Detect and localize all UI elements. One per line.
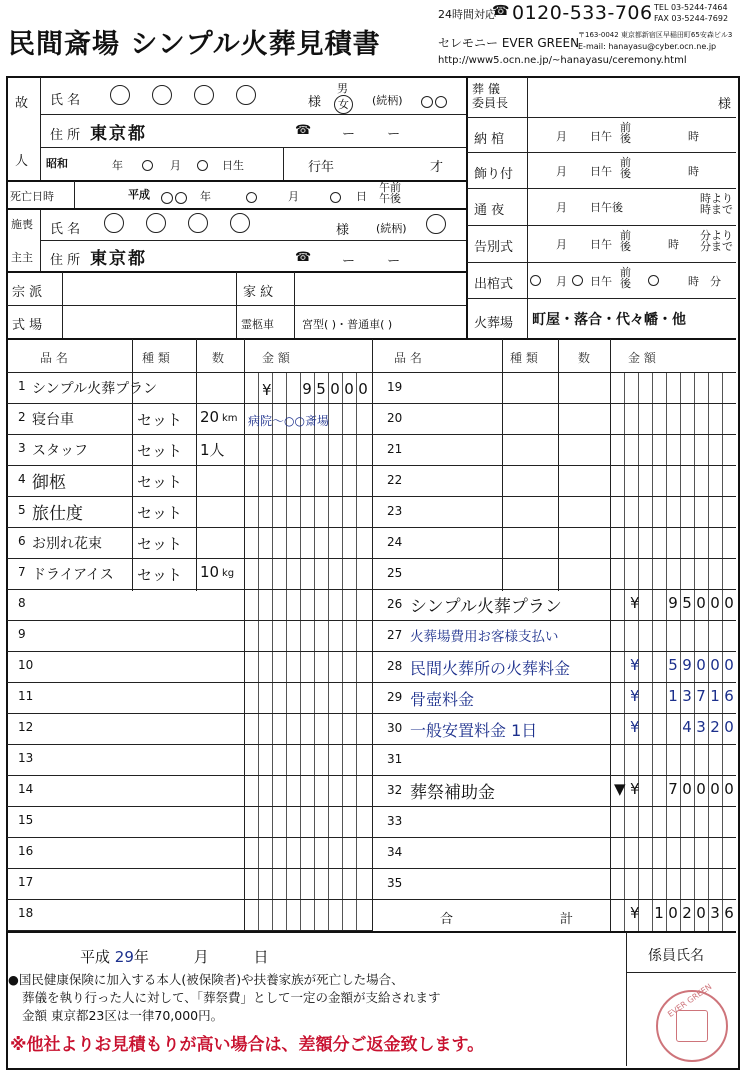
row-number: 4 — [18, 472, 26, 486]
row-number: 15 — [18, 813, 34, 827]
schedule-label: 通 夜 — [474, 203, 505, 218]
item-type: セット — [137, 535, 183, 553]
yen-sign: ¥ — [630, 594, 640, 612]
death-month-unit: 月 — [288, 190, 299, 203]
table-row-line — [373, 527, 736, 528]
pm-label: 午後 — [379, 192, 401, 205]
total-digit: 0 — [696, 904, 706, 922]
item-name: 寝台車 — [32, 412, 74, 428]
note-line-2: 葬儀を執り行った人に対して、「葬祭費」として一定の金額が支給されます — [22, 990, 441, 1005]
row-number: 6 — [18, 534, 26, 548]
amount-digit: 0 — [724, 656, 734, 674]
ampm-stack — [620, 122, 631, 144]
amount-grid-line — [356, 373, 357, 931]
director-label-2: 委員長 — [472, 96, 509, 110]
table-row-line — [7, 465, 372, 466]
death-datetime-label: 死亡日時 — [10, 190, 54, 203]
row-number: 18 — [18, 906, 34, 920]
item-name: シンプル火葬プラン — [410, 597, 562, 617]
chief-relation-circle — [426, 214, 446, 234]
from-label: 時より — [700, 192, 733, 205]
issue-date — [80, 946, 269, 967]
row-number: 9 — [18, 627, 26, 641]
date-month-unit: 月 — [193, 948, 209, 966]
free-dial: 0120-533-706 — [512, 2, 653, 24]
table-row-line — [7, 775, 372, 776]
pm-label: 後 — [620, 277, 631, 290]
table-row-line — [373, 434, 736, 435]
row-number: 32 — [387, 783, 403, 797]
header-amount-right: 金 額 — [628, 351, 656, 365]
amount-grid-line — [666, 373, 667, 931]
table-row-line — [7, 434, 372, 435]
circle-icon — [246, 192, 257, 203]
table-row-line — [373, 465, 736, 466]
death-ampm — [379, 182, 401, 204]
row-number: 13 — [18, 751, 34, 765]
date-day-unit: 日 — [253, 948, 269, 966]
amount-digit: 3 — [696, 718, 706, 736]
total-digit: 1 — [654, 904, 664, 922]
amount-grid-line — [680, 373, 681, 931]
table-row-line — [7, 651, 372, 652]
item-type: セット — [137, 504, 183, 522]
crest-label: 家 紋 — [243, 285, 274, 300]
row-number: 8 — [18, 596, 26, 610]
hearse-label: 霊柩車 — [241, 318, 274, 331]
website-url[interactable]: http://www5.ocn.ne.jp/~hanayasu/ceremony.html — [438, 55, 687, 66]
item-name: 骨壺料金 — [410, 690, 475, 709]
address-label: 住 所 — [50, 128, 81, 143]
item-name: 火葬場費用お客様支払い — [410, 629, 559, 645]
relation-label: (続柄) — [372, 94, 403, 107]
schedule-label: 納 棺 — [474, 132, 505, 147]
until-label: 時まで — [700, 203, 733, 216]
table-row-line — [7, 589, 372, 590]
circle-icon — [197, 160, 208, 171]
table-row-line — [7, 620, 372, 621]
table-row-line — [373, 899, 736, 900]
gender-female-circle[interactable]: 女 — [334, 95, 353, 114]
row-number: 34 — [387, 845, 403, 859]
amount-digit: 9 — [668, 594, 678, 612]
schedule-hour: 時 — [688, 165, 699, 178]
table-row-line — [373, 403, 736, 404]
table-row-line — [373, 589, 736, 590]
phone-icon: ☎ — [295, 123, 312, 138]
birth-month: 月 — [170, 159, 181, 172]
year-circle-icon — [161, 192, 173, 204]
amount-digit: 0 — [724, 594, 734, 612]
item-name: 民間火葬所の火葬料金 — [410, 659, 571, 678]
amount-digit: 0 — [710, 780, 720, 798]
schedule-day: 日午 — [590, 165, 612, 178]
death-day-unit: 日 — [356, 190, 367, 203]
name-circle-2 — [152, 85, 172, 105]
row1-amount-digit: 0 — [344, 380, 354, 398]
page-title: 民間斎場 シンプル火葬見積書 — [8, 29, 381, 60]
birth-year: 年 — [112, 159, 123, 172]
table-row-line — [7, 744, 372, 745]
refund-notice: ※他社よりお見積もりが高い場合は、差額分ご返金致します。 — [10, 1035, 485, 1055]
row-number: 23 — [387, 504, 403, 518]
row2-route-note: 病院〜○○斎場 — [248, 414, 329, 428]
header-item-name: 品 名 — [40, 351, 68, 365]
amount-grid-line — [722, 373, 723, 931]
amount-digit: 0 — [710, 594, 720, 612]
address-value: 東京都 — [90, 124, 147, 144]
amount-digit: 5 — [668, 656, 678, 674]
amount-digit: 0 — [710, 656, 720, 674]
row1-amount-digit: 0 — [330, 380, 340, 398]
row-number: 16 — [18, 844, 34, 858]
death-year-unit: 年 — [200, 190, 211, 203]
row-number: 1 — [18, 379, 26, 393]
row-number: 30 — [387, 721, 403, 735]
crematorium-value: 町屋・落合・代々幡・他 — [532, 312, 686, 328]
phone-dash: ー ー — [342, 127, 415, 142]
tel-number: TEL 03-5244-7464 — [654, 3, 728, 12]
amount-grid-line — [286, 373, 287, 931]
table-row-line — [7, 403, 372, 404]
age-unit: 才 — [430, 160, 444, 175]
item-name: スタッフ — [32, 443, 88, 459]
row1-amount-digit: 9 — [302, 380, 312, 398]
header-type-right: 種 類 — [510, 351, 538, 365]
amount-digit: 0 — [682, 780, 692, 798]
table-row-line — [373, 682, 736, 683]
row-number: 35 — [387, 876, 403, 890]
table-row-line — [373, 775, 736, 776]
item-name: シンプル火葬プラン — [32, 381, 158, 397]
schedule-month: 月 — [556, 165, 567, 178]
row-number: 28 — [387, 659, 403, 673]
hearse-options: 宮型( )・普通車( ) — [302, 318, 393, 331]
chief-name-label: 氏 名 — [50, 222, 81, 237]
item-name: 一般安置料金 1日 — [410, 721, 538, 740]
row-number: 26 — [387, 597, 403, 611]
row-number: 31 — [387, 752, 403, 766]
item-name: お別れ花束 — [32, 536, 102, 552]
phone-icon: ☎ — [492, 3, 510, 19]
chief-label-1: 施喪 — [11, 218, 33, 231]
company-seal: EVER GREEN — [656, 990, 728, 1062]
staff-name-label: 係員氏名 — [648, 948, 704, 964]
ampm-stack — [620, 267, 631, 289]
item-qty: 1人 — [200, 441, 225, 459]
item-qty: 20 — [200, 408, 220, 426]
amount-grid-line — [300, 373, 301, 931]
name-circle-4 — [236, 85, 256, 105]
header-qty: 数 — [212, 351, 225, 365]
amount-digit: 7 — [668, 780, 678, 798]
table-row-line — [7, 558, 372, 559]
row-number: 22 — [387, 473, 403, 487]
note-line-3: 金額 東京都23区は一律70,000円。 — [22, 1008, 224, 1023]
row-number: 14 — [18, 782, 34, 796]
year-circle-icon — [175, 192, 187, 204]
row-number: 19 — [387, 380, 403, 394]
schedule-day: 日午後 — [590, 201, 623, 214]
yen-sign: ¥ — [630, 904, 640, 922]
chief-address-value: 東京都 — [90, 249, 147, 269]
am-label: 前 — [620, 266, 631, 279]
note-line-1: ●国民健康保険に加入する本人(被保険者)や扶養家族が死亡した場合、 — [8, 972, 404, 987]
total-digit: 0 — [668, 904, 678, 922]
circle-icon — [330, 192, 341, 203]
director-sama: 様 — [718, 97, 732, 112]
from-label: 分より — [700, 229, 733, 242]
relation-circle-icon — [435, 96, 447, 108]
row-number: 27 — [387, 628, 403, 642]
schedule-minute: 分 — [710, 275, 721, 288]
sama-label: 様 — [308, 95, 322, 110]
table-row-line — [373, 837, 736, 838]
ampm-stack — [620, 157, 631, 179]
chief-phone-dash: ー ー — [342, 254, 415, 269]
date-year-unit: 年 — [133, 948, 149, 966]
chief-label-2: 主主 — [11, 251, 33, 264]
deceased-label-2: 人 — [15, 154, 29, 169]
company-address: 〒163-0042 東京都新宿区早稲田町65安森ビル3 — [578, 31, 733, 39]
amount-digit: 1 — [668, 687, 678, 705]
amount-digit: 7 — [696, 687, 706, 705]
item-name: 葬祭補助金 — [410, 783, 495, 803]
amount-digit: 1 — [710, 687, 720, 705]
amount-digit: 6 — [724, 687, 734, 705]
header-item-name-right: 品 名 — [394, 351, 422, 365]
row-number: 2 — [18, 410, 26, 424]
fax-number: FAX 03-5244-7692 — [654, 14, 729, 23]
yen-sign: ¥ — [630, 656, 640, 674]
row-number: 5 — [18, 503, 26, 517]
row-number: 21 — [387, 442, 403, 456]
header-type: 種 類 — [142, 351, 170, 365]
deceased-label-1: 故 — [15, 96, 29, 111]
schedule-month: 月 — [556, 238, 567, 251]
row-number: 3 — [18, 441, 26, 455]
schedule-day: 日午 — [590, 238, 612, 251]
amount-grid-line — [258, 373, 259, 931]
table-row-line — [7, 868, 372, 869]
name-circles — [110, 84, 278, 105]
name-label: 氏 名 — [50, 93, 81, 108]
until-label: 分まで — [700, 240, 733, 253]
amount-digit: 3 — [682, 687, 692, 705]
table-row-line — [373, 744, 736, 745]
item-name: ドライアイス — [32, 567, 114, 583]
amount-grid-line — [342, 373, 343, 931]
row-number: 24 — [387, 535, 403, 549]
table-row-line — [373, 713, 736, 714]
schedule-label: 出棺式 — [474, 277, 514, 292]
header-amount: 金 額 — [262, 351, 290, 365]
date-era: 平成 — [80, 948, 111, 966]
amount-digit: 5 — [682, 594, 692, 612]
chief-name-circle-1 — [104, 213, 124, 233]
header-qty-right: 数 — [578, 351, 591, 365]
item-type: セット — [137, 473, 183, 491]
table-row-line — [7, 496, 372, 497]
down-triangle-icon: ▼ — [614, 780, 626, 798]
amount-grid-line — [272, 373, 273, 931]
time-stack — [700, 193, 733, 215]
schedule-hour: 時 — [668, 238, 679, 251]
total-digit: 3 — [710, 904, 720, 922]
table-row-line — [7, 899, 372, 900]
row-number: 29 — [387, 690, 403, 704]
circle-icon — [142, 160, 153, 171]
table-row-line — [7, 527, 372, 528]
row-number: 12 — [18, 720, 34, 734]
venue-label: 式 場 — [12, 318, 43, 333]
yen-sign: ¥ — [630, 687, 640, 705]
amount-digit: 0 — [696, 594, 706, 612]
table-row-line — [7, 713, 372, 714]
schedule-day: 日午 — [590, 130, 612, 143]
amount-digit: 2 — [710, 718, 720, 736]
name-circle-3 — [194, 85, 214, 105]
table-row-line — [7, 837, 372, 838]
amount-digit: 0 — [696, 656, 706, 674]
table-row-line — [373, 868, 736, 869]
era-showa: 昭和 — [46, 157, 68, 170]
item-type: セット — [137, 411, 183, 429]
minute-stack — [700, 230, 733, 252]
table-row-line — [7, 806, 372, 807]
schedule-day: 日午 — [590, 275, 612, 288]
row1-amount-digit: 5 — [316, 380, 326, 398]
chief-name-circle-4 — [230, 213, 250, 233]
table-row-line — [7, 682, 372, 683]
amount-grid-line — [708, 373, 709, 931]
schedule-label: 飾り付 — [474, 167, 514, 182]
row-number: 10 — [18, 658, 34, 672]
amount-grid-line — [638, 373, 639, 931]
date-year: 29 — [114, 948, 134, 966]
row-number: 20 — [387, 411, 403, 425]
director-label-1: 葬 儀 — [472, 82, 500, 96]
amount-grid-line — [328, 373, 329, 931]
schedule-hour: 時 — [688, 275, 699, 288]
table-row-line — [373, 806, 736, 807]
table-row-line — [373, 620, 736, 621]
total-digit: 6 — [724, 904, 734, 922]
am-label: 午前 — [379, 181, 401, 194]
row1-yen: ¥ — [262, 381, 272, 399]
item-unit: kg — [222, 568, 235, 579]
ampm-stack — [620, 230, 631, 252]
am-label: 前 — [620, 121, 631, 134]
chief-name-circles — [104, 212, 272, 233]
amount-grid-line — [694, 373, 695, 931]
schedule-label: 告別式 — [474, 240, 514, 255]
relation-circles — [420, 91, 448, 110]
email: E-mail: hanayasu@cyber.ocn.ne.jp — [578, 42, 717, 51]
table-row-line — [373, 651, 736, 652]
amount-digit: 0 — [696, 780, 706, 798]
pm-label: 後 — [620, 240, 631, 253]
total-digit: 2 — [682, 904, 692, 922]
death-era: 平成 — [128, 188, 150, 201]
pm-label: 後 — [620, 167, 631, 180]
gender-male: 男 — [337, 82, 348, 95]
chief-name-circle-2 — [146, 213, 166, 233]
phone-icon: ☎ — [295, 250, 312, 265]
chief-relation-label: (続柄) — [376, 222, 407, 235]
sect-label: 宗 派 — [12, 285, 43, 300]
hours-label: 24時間対応 — [438, 8, 496, 21]
circle-icon — [530, 275, 541, 286]
schedule-month: 月 — [556, 130, 567, 143]
amount-grid-line — [652, 373, 653, 931]
row1-amount-digit: 0 — [358, 380, 368, 398]
row-number: 33 — [387, 814, 403, 828]
schedule-hour: 時 — [688, 130, 699, 143]
birth-day: 日生 — [222, 159, 244, 172]
item-type: セット — [137, 566, 183, 584]
row-number: 7 — [18, 565, 26, 579]
row-number: 25 — [387, 566, 403, 580]
relation-circle-icon — [421, 96, 433, 108]
circle-icon — [572, 275, 583, 286]
row-number: 11 — [18, 689, 34, 703]
name-circle-1 — [110, 85, 130, 105]
schedule-month: 月 — [556, 275, 567, 288]
company-name: セレモニー EVER GREEN — [438, 36, 580, 50]
item-type: セット — [137, 442, 183, 460]
amount-digit: 9 — [682, 656, 692, 674]
item-name: 旅仕度 — [32, 504, 83, 524]
total-label-2: 計 — [560, 912, 574, 927]
table-row-line — [373, 558, 736, 559]
amount-digit: 4 — [682, 718, 692, 736]
row-number: 17 — [18, 875, 34, 889]
death-year-circles — [160, 187, 188, 206]
chief-sama-label: 様 — [336, 223, 350, 238]
total-label-1: 合 — [440, 912, 454, 927]
schedule-month: 月 — [556, 201, 567, 214]
crematorium-label: 火葬場 — [474, 316, 514, 331]
age-label: 行年 — [308, 160, 335, 175]
item-qty: 10 — [200, 563, 220, 581]
pm-label: 後 — [620, 132, 631, 145]
yen-sign: ¥ — [630, 780, 640, 798]
amount-digit: 0 — [724, 780, 734, 798]
table-row-line — [373, 496, 736, 497]
am-label: 前 — [620, 156, 631, 169]
item-name: 御柩 — [32, 473, 66, 493]
am-label: 前 — [620, 229, 631, 242]
amount-digit: 0 — [724, 718, 734, 736]
chief-name-circle-3 — [188, 213, 208, 233]
amount-grid-line — [624, 373, 625, 931]
yen-sign: ¥ — [630, 718, 640, 736]
funeral-director-label — [472, 82, 508, 110]
chief-address-label: 住 所 — [50, 253, 81, 268]
amount-grid-line — [314, 373, 315, 931]
item-unit: km — [222, 413, 238, 424]
circle-icon — [648, 275, 659, 286]
